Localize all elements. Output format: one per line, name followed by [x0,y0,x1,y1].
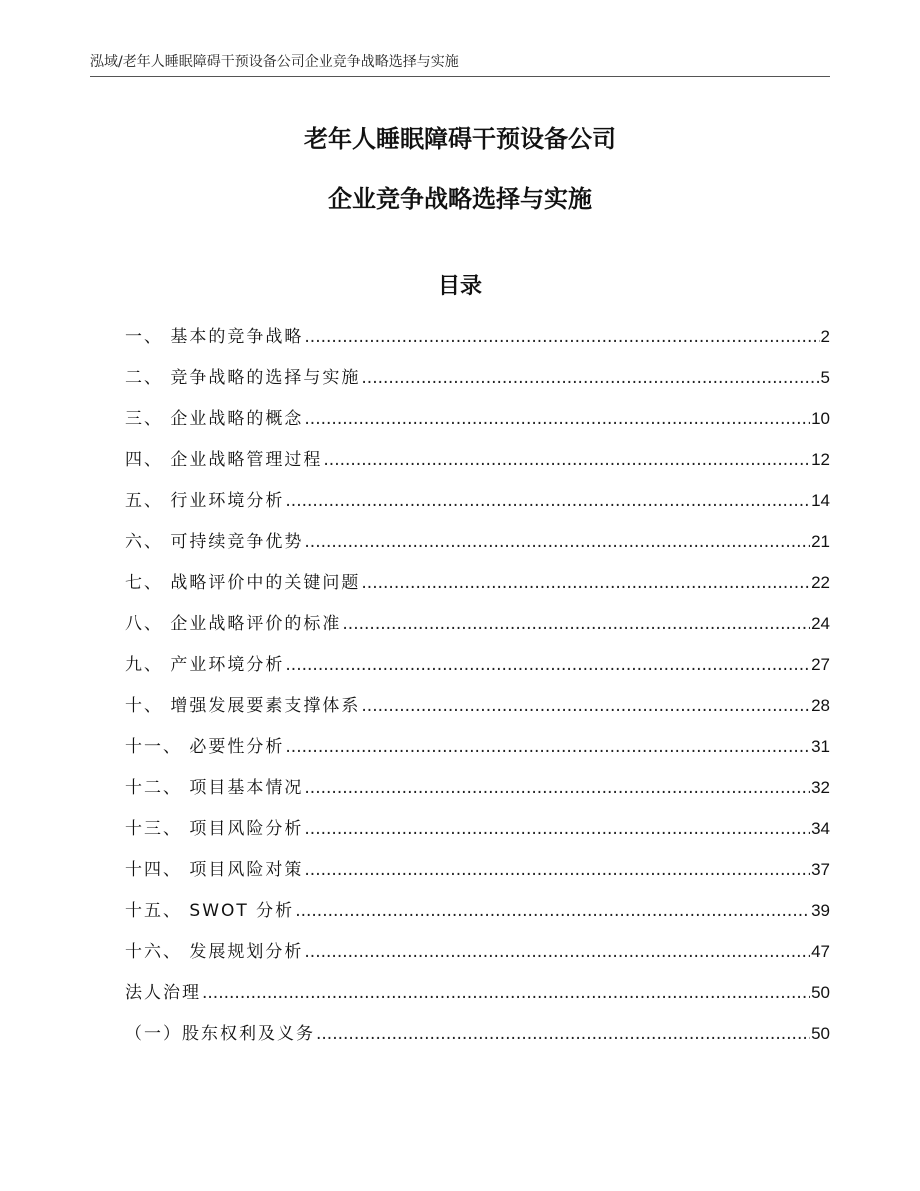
toc-entry-label: 八、 企业战略评价的标准 [125,614,342,634]
toc-entry-page: 14 [811,491,830,510]
toc-entry-label: 三、 企业战略的概念 [125,409,304,429]
toc-dot-leader [361,363,819,393]
toc-entry-label: 十一、 必要性分析 [125,737,285,757]
table-of-contents [125,322,830,1060]
toc-entry-page: 12 [811,450,830,469]
toc-entry-page: 50 [811,1024,830,1043]
toc-entry-label: 四、 企业战略管理过程 [125,450,323,470]
toc-entry[interactable] [125,978,830,1019]
toc-entry-label: 九、 产业环境分析 [125,655,285,675]
toc-entry-label: 五、 行业环境分析 [125,491,285,511]
toc-entry-page: 47 [811,942,830,961]
toc-entry-label: 六、 可持续竞争优势 [125,532,304,552]
toc-entry-label: 法人治理 [125,983,201,1003]
toc-entry[interactable] [125,1019,830,1060]
toc-entry-page: 21 [811,532,830,551]
running-header: 泓域/老年人睡眠障碍干预设备公司企业竞争战略选择与实施 [90,54,459,70]
toc-entry-page: 2 [820,327,830,346]
toc-entry-label: 一、 基本的竞争战略 [125,327,304,347]
toc-entry-page: 34 [811,819,830,838]
toc-entry[interactable] [125,691,830,732]
toc-entry-label: 十六、 发展规划分析 [125,942,304,962]
toc-entry[interactable] [125,568,830,609]
toc-entry-page: 28 [811,696,830,715]
toc-dot-leader [304,527,810,557]
toc-entry[interactable] [125,363,830,404]
toc-dot-leader [304,322,819,352]
toc-entry-page: 39 [811,901,830,920]
toc-entry-label: （一）股东权利及义务 [125,1024,315,1044]
toc-entry-page: 37 [811,860,830,879]
toc-dot-leader [304,814,810,844]
toc-dot-leader [304,855,810,885]
toc-entry[interactable] [125,732,830,773]
toc-dot-leader [316,1019,810,1049]
toc-dot-leader [285,732,810,762]
toc-dot-leader [304,773,810,803]
toc-dot-leader [304,404,810,434]
toc-entry[interactable] [125,896,830,937]
toc-dot-leader [202,978,810,1008]
toc-entry-page: 22 [811,573,830,592]
toc-dot-leader [285,650,810,680]
toc-entry-page: 24 [811,614,830,633]
toc-entry-label: 二、 竞争战略的选择与实施 [125,368,361,388]
toc-dot-leader [361,691,810,721]
toc-entry-page: 50 [811,983,830,1002]
toc-dot-leader [304,937,810,967]
toc-dot-leader [342,609,810,639]
toc-entry[interactable] [125,773,830,814]
toc-entry-label: 十三、 项目风险分析 [125,819,304,839]
toc-dot-leader [323,445,810,475]
toc-entry[interactable] [125,527,830,568]
toc-dot-leader [285,486,810,516]
toc-entry-label: 七、 战略评价中的关键问题 [125,573,361,593]
toc-heading: 目录 [437,274,482,299]
toc-entry[interactable] [125,404,830,445]
toc-entry[interactable] [125,814,830,855]
toc-entry[interactable] [125,937,830,978]
toc-entry-label: 十二、 项目基本情况 [125,778,304,798]
toc-entry[interactable] [125,445,830,486]
toc-dot-leader [361,568,810,598]
header-divider [90,76,830,77]
toc-entry-label: 十五、 SWOT 分析 [125,901,295,921]
toc-entry-page: 31 [811,737,830,756]
toc-entry[interactable] [125,486,830,527]
toc-entry[interactable] [125,322,830,363]
toc-entry-page: 32 [811,778,830,797]
toc-entry[interactable] [125,650,830,691]
toc-entry-label: 十、 增强发展要素支撑体系 [125,696,361,716]
toc-entry-page: 5 [820,368,830,387]
document-title-line-1: 老年人睡眠障碍干预设备公司 [304,125,616,153]
toc-entry[interactable] [125,609,830,650]
toc-entry-label: 十四、 项目风险对策 [125,860,304,880]
document-title-line-2: 企业竞争战略选择与实施 [328,185,592,213]
toc-entry-page: 10 [811,409,830,428]
toc-dot-leader [295,896,810,926]
toc-entry-page: 27 [811,655,830,674]
toc-entry[interactable] [125,855,830,896]
